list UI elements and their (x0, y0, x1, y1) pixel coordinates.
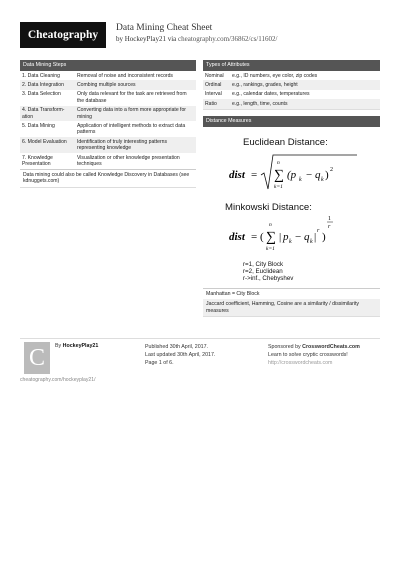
by-text: By (55, 343, 62, 349)
mining-steps-heading: Data Mining Steps (20, 60, 196, 71)
cheatography-logo[interactable]: Cheatography (20, 22, 106, 48)
row-value: Visualization or other knowledge presentation techniques (77, 154, 180, 167)
svg-text:2: 2 (330, 166, 333, 173)
updated-date: Last updated 30th April, 2017. (145, 352, 216, 358)
row-key: 5. Data Mining (22, 122, 55, 129)
distance-note-similarity: Jaccard coefficient, Hamming, Cosine are a similarity / dissimilarity measures (203, 299, 380, 316)
author-profile-url[interactable]: cheatography.com/hockeyplay21/ (20, 377, 96, 383)
svg-text:r: r (328, 223, 331, 230)
page-count: Page 1 of 6. (145, 360, 174, 366)
row-value: e.g., length, time, counts (232, 100, 288, 107)
sheet-title: Data Mining Cheat Sheet (116, 23, 213, 33)
sponsor-url-link[interactable]: http://crosswordcheats.com (268, 360, 333, 366)
row-key: Ordinal (205, 81, 222, 88)
svg-text:(p: (p (287, 168, 297, 181)
svg-text:k=1: k=1 (274, 183, 283, 190)
minkowski-formula (229, 213, 369, 257)
svg-text:n: n (277, 159, 280, 166)
minkowski-title: Minkowski Distance: (225, 201, 312, 213)
table-row (20, 121, 196, 137)
row-key: 2. Data Integration (22, 81, 64, 88)
svg-text:= (: = ( (251, 230, 264, 243)
svg-text:r: r (317, 227, 320, 234)
left-column (20, 60, 196, 188)
row-key: Ratio (205, 100, 217, 107)
minkowski-r-values (243, 261, 293, 283)
row-key: 3. Data Selection (22, 91, 61, 98)
sponsor-link[interactable]: CrosswordCheats.com (302, 344, 360, 350)
table-row (20, 106, 196, 122)
table-row (203, 99, 380, 108)
by-text: by (116, 35, 123, 43)
table-row (203, 71, 380, 80)
sponsor-prefix: Sponsored by (268, 344, 301, 350)
svg-text:n: n (269, 221, 272, 228)
euclidean-formula (229, 151, 359, 195)
table-row (203, 90, 380, 99)
distance-note-manhattan: Manhattan = City Block (203, 288, 380, 300)
euclidean-title: Euclidean Distance: (243, 136, 328, 148)
page-footer (20, 338, 380, 374)
row-key: Nominal (205, 72, 224, 79)
svg-text:k: k (310, 238, 313, 245)
svg-text:∑: ∑ (274, 167, 284, 183)
row-value: e.g., rankings, grades, height (232, 81, 298, 88)
footer-sponsor (268, 343, 360, 367)
table-row (20, 80, 196, 89)
svg-text:k=1: k=1 (266, 245, 275, 252)
r-value-line: r=2, Euclidean (243, 268, 283, 276)
euclidean-dist-label: dist (229, 168, 245, 181)
cheatography-c-logo: C (24, 342, 50, 374)
row-key: Interval (205, 91, 222, 98)
via-text: via (167, 35, 177, 43)
sheet-subtitle (116, 35, 277, 43)
svg-text:q: q (315, 168, 321, 181)
svg-text:p: p (283, 230, 289, 243)
mining-steps-note: Data mining could also be called Knowledge Discovery in Databases (see kdnuggets.com) (20, 169, 196, 187)
page-header (20, 22, 380, 48)
attributes-box (203, 60, 380, 110)
row-key: 4. Data Transform-ation (22, 107, 65, 120)
row-key: 6. Model Evaluation (22, 138, 67, 145)
svg-text:−: − (295, 230, 302, 243)
svg-text:k: k (299, 176, 302, 183)
sponsor-tagline: Learn to solve cryptic crosswords! (268, 352, 348, 358)
attributes-heading: Types of Attributes (203, 60, 380, 71)
row-value: Identification of truly interesting patterns representing knowledge (77, 138, 168, 152)
svg-text:q: q (304, 230, 310, 243)
svg-text:=: = (251, 168, 258, 181)
row-value: e.g., ID numbers, eye color, zip codes (232, 72, 318, 79)
table-row (20, 90, 196, 106)
svg-text:−: − (306, 168, 313, 181)
row-key: 1. Data Cleaning (22, 72, 60, 79)
table-row (20, 153, 196, 169)
svg-text:k: k (321, 176, 324, 183)
table-row (20, 71, 196, 80)
row-value: Removal of noise and inconsistent records (77, 72, 173, 79)
r-value-line: r->inf., Chebyshev (243, 275, 294, 283)
svg-text:1: 1 (328, 215, 331, 222)
sheet-url-link[interactable]: cheatography.com/36862/cs/11602/ (178, 35, 278, 43)
svg-text:): ) (322, 230, 326, 243)
mining-steps-box (20, 60, 196, 188)
distance-box (203, 116, 380, 318)
svg-text:∑: ∑ (266, 229, 276, 245)
author-link[interactable]: HockeyPlay21 (124, 35, 166, 43)
row-value: e.g., calendar dates, temperatures (232, 91, 310, 98)
distance-formula-image (203, 127, 380, 288)
row-value: Converting data into a form more appropriate for mining (77, 107, 187, 120)
right-column (203, 60, 380, 317)
table-row (20, 137, 196, 153)
footer-author (55, 343, 98, 349)
row-value: Application of intelligent methods to extract data patterns (77, 122, 186, 136)
published-date: Published 30th April, 2017. (145, 344, 209, 350)
footer-dates (145, 343, 215, 367)
table-row (203, 80, 380, 89)
row-value: Combing multiple sources (77, 81, 136, 88)
minkowski-dist-label: dist (229, 230, 245, 243)
distance-heading: Distance Measures (203, 116, 380, 127)
row-key: 7. Knowledge Presentation (22, 154, 53, 167)
svg-text:|: | (279, 230, 282, 243)
svg-text:|: | (314, 230, 317, 243)
svg-text:): ) (325, 168, 329, 181)
svg-text:k: k (289, 238, 292, 245)
row-value: Only data relevant for the task are retrieved from the database (77, 91, 187, 104)
footer-author-link[interactable]: HockeyPlay21 (62, 343, 99, 349)
r-value-line: r=1, City Block (243, 260, 284, 268)
